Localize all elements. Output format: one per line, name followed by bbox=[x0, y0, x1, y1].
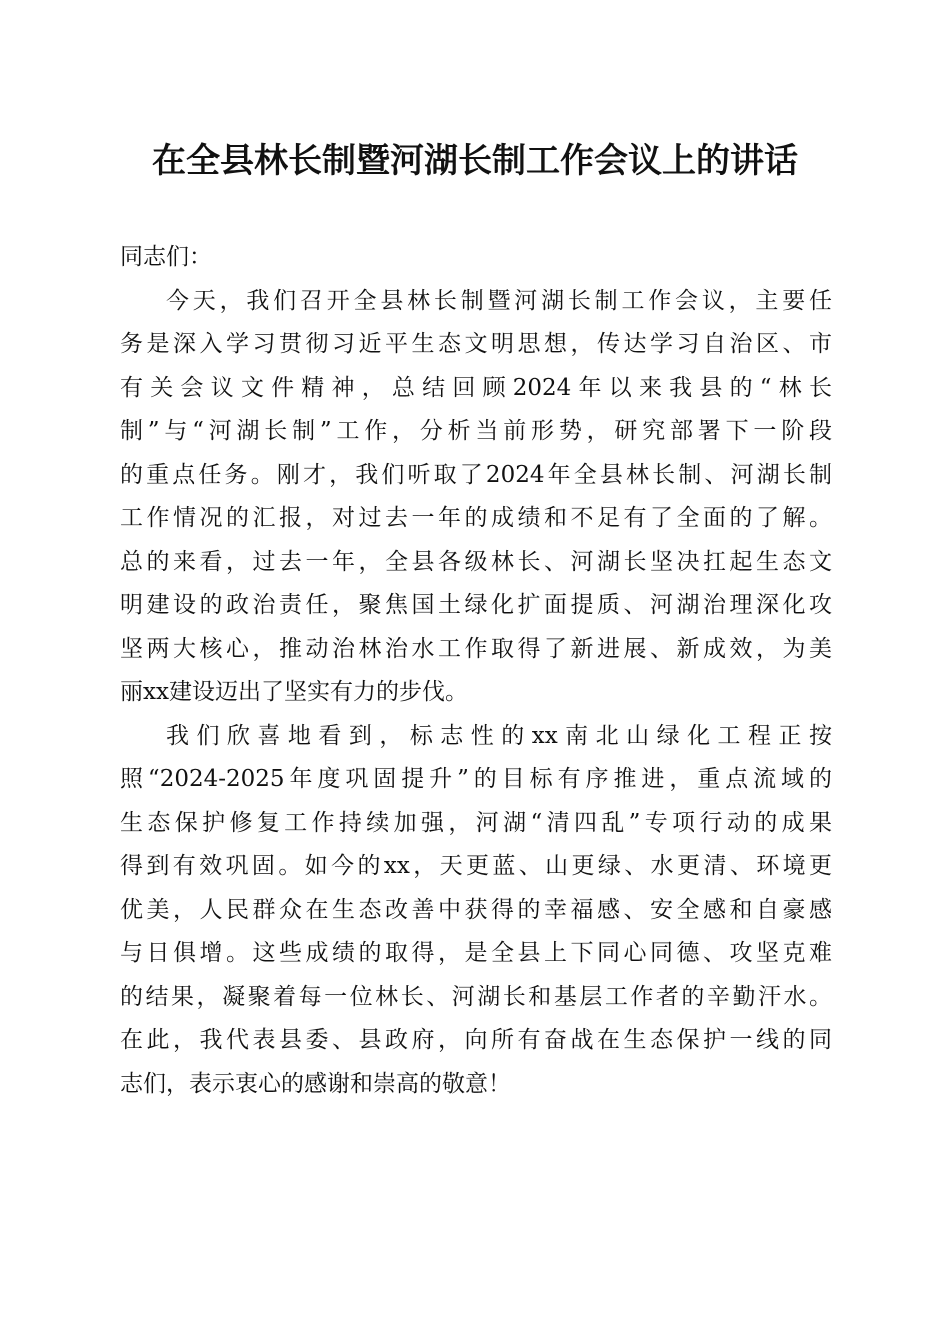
salutation: 同志们： bbox=[120, 244, 212, 270]
paragraph-1 bbox=[120, 280, 832, 715]
text-line: 工作情况的汇报，对过去一年的成绩和不足有了全面的了解。 bbox=[120, 505, 832, 531]
text-line: 有关会议文件精神，总结回顾2024年以来我县的“林长 bbox=[120, 374, 832, 401]
text-line: 我们欣喜地看到，标志性的xx南北山绿化工程正按 bbox=[166, 722, 832, 749]
text-line: 丽xx建设迈出了坚实有力的步伐。 bbox=[120, 679, 468, 705]
document-title: 在全县林长制暨河湖长制工作会议上的讲话 bbox=[152, 141, 798, 181]
text-line: 总的来看，过去一年，全县各级林长、河湖长坚决扛起生态文 bbox=[120, 548, 832, 575]
paragraph-2 bbox=[120, 715, 832, 1107]
text-line: 明建设的政治责任，聚焦国土绿化扩面提质、河湖治理深化攻 bbox=[120, 592, 832, 618]
text-line: 与日俱增。这些成绩的取得，是全县上下同心同德、攻坚克难 bbox=[120, 940, 832, 966]
text-line: 生态保护修复工作持续加强，河湖“清四乱”专项行动的成果 bbox=[120, 809, 832, 836]
text-line: 照“2024-2025年度巩固提升”的目标有序推进，重点流域的 bbox=[120, 766, 832, 792]
text-line: 坚两大核心，推动治林治水工作取得了新进展、新成效，为美 bbox=[120, 635, 832, 662]
text-line: 的结果，凝聚着每一位林长、河湖长和基层工作者的辛勤汗水。 bbox=[120, 983, 832, 1010]
text-line: 在此，我代表县委、县政府，向所有奋战在生态保护一线的同 bbox=[120, 1027, 832, 1053]
text-line: 志们，表示衷心的感谢和崇高的敬意！ bbox=[120, 1070, 511, 1097]
text-line: 的重点任务。刚才，我们听取了2024年全县林长制、河湖长制 bbox=[120, 461, 832, 488]
text-line: 制”与“河湖长制”工作，分析当前形势，研究部署下一阶段 bbox=[120, 418, 832, 444]
text-line: 得到有效巩固。如今的xx，天更蓝、山更绿、水更清、环境更 bbox=[120, 853, 832, 879]
text-line: 优美，人民群众在生态改善中获得的幸福感、安全感和自豪感 bbox=[120, 896, 832, 923]
document-body bbox=[120, 236, 832, 1106]
text-line: 务是深入学习贯彻习近平生态文明思想，传达学习自治区、市 bbox=[120, 331, 832, 357]
text-line: 今天，我们召开全县林长制暨河湖长制工作会议，主要任 bbox=[166, 287, 832, 314]
